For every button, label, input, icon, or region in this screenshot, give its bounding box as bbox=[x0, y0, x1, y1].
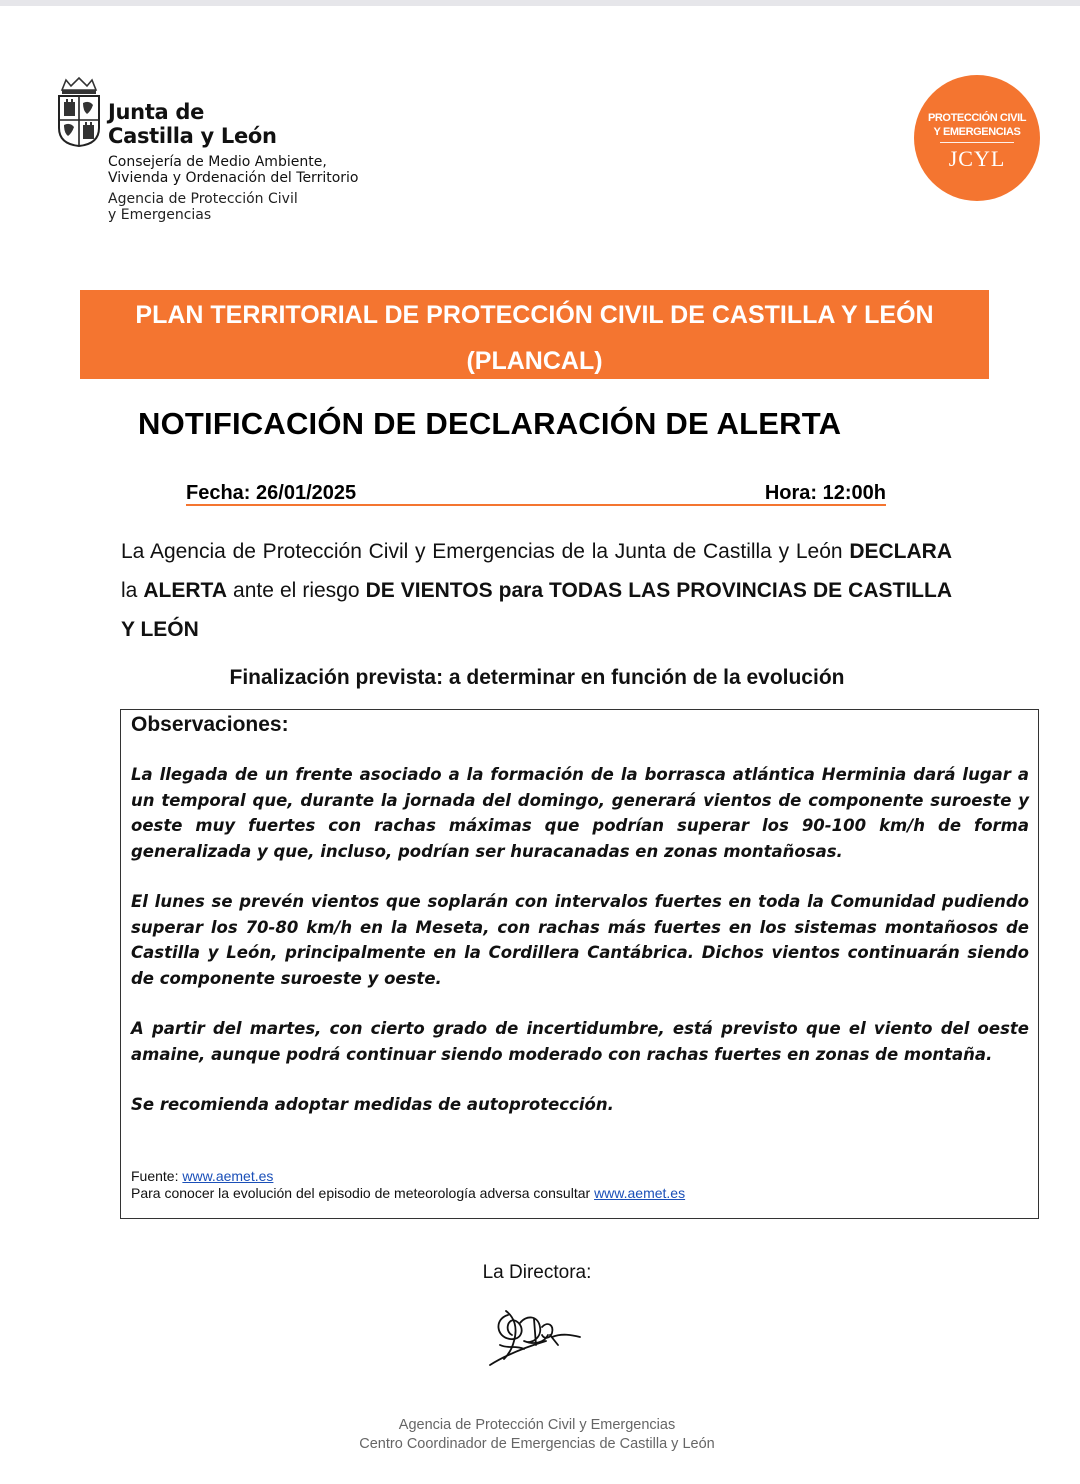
signature-icon bbox=[486, 1305, 586, 1369]
footer-line2: Centro Coordinador de Emergencias de Castilla y León bbox=[359, 1436, 715, 1452]
banner-line2: (PLANCAL) bbox=[466, 347, 603, 375]
declaration-paragraph bbox=[121, 532, 952, 649]
para-keyword: para bbox=[498, 579, 543, 602]
observation-paragraph: La llegada de un frente asociado a la formación de la borrasca atlántica Herminia dará lugar a un temporal que, durante la jornada del domingo, generará vientos de componente suroeste y oeste muy fuertes con rachas máximas que podrían superar los 90-100 km/h de forma generalizada y que, incluso, podrían ser huracanadas en zonas montañosas. bbox=[131, 765, 1029, 861]
source-line bbox=[131, 1168, 685, 1185]
date-label: Fecha: 26/01/2025 bbox=[186, 482, 357, 504]
declaration-ante: ante el riesgo bbox=[227, 579, 366, 602]
declaration-la: la bbox=[121, 579, 144, 602]
source-label: Fuente: bbox=[131, 1168, 183, 1184]
consult-link[interactable]: www.aemet.es bbox=[594, 1185, 686, 1201]
date-time-row bbox=[186, 480, 886, 506]
document-title: NOTIFICACIÓN DE DECLARACIÓN DE ALERTA bbox=[138, 406, 842, 441]
observations-box bbox=[120, 709, 1039, 1219]
consult-line bbox=[131, 1185, 685, 1202]
badge-line3: JCYL bbox=[948, 146, 1006, 171]
alerta-keyword: ALERTA bbox=[143, 579, 227, 602]
risk-type: DE VIENTOS bbox=[365, 579, 493, 602]
footer-line1: Agencia de Protección Civil y Emergencias bbox=[398, 1417, 676, 1433]
time-label: Hora: 12:00h bbox=[764, 482, 886, 504]
declaration-intro: La Agencia de Protección Civil y Emergencias de la Junta de Castilla y León bbox=[121, 540, 850, 563]
org-name-line2: Castilla y León bbox=[108, 124, 277, 148]
declara-keyword: DECLARA bbox=[849, 540, 952, 563]
department-line1: Consejería de Medio Ambiente, bbox=[108, 154, 327, 170]
badge-divider bbox=[940, 142, 1014, 143]
affected-area: TODAS LAS PROVINCIAS DE CASTILLA Y LEÓN bbox=[121, 579, 952, 641]
agency-line2: y Emergencias bbox=[108, 207, 212, 223]
top-bar bbox=[0, 0, 1080, 6]
source-link[interactable]: www.aemet.es bbox=[182, 1168, 274, 1184]
observation-paragraph: El lunes se prevén vientos que soplarán con intervalos fuertes en toda la Comunidad pudiendo superar los 70-80 km/h en la Meseta, con rachas más fuertes en los sistemas montañosos de Castilla y León, principalmente en la Cordillera Cantábrica. Dichos vientos continuarán siendo de componente suroeste y oeste. bbox=[131, 892, 1029, 988]
observation-paragraph: A partir del martes, con cierto grado de incertidumbre, está previsto que el viento del oeste amaine, aunque podrá continuar siendo moderado con rachas fuertes en zonas de montaña. bbox=[131, 1019, 1029, 1064]
director-label: La Directora: bbox=[482, 1262, 592, 1283]
expected-end: Finalización prevista: a determinar en función de la evolución bbox=[229, 666, 845, 689]
civil-protection-badge bbox=[914, 75, 1040, 201]
banner-line1: PLAN TERRITORIAL DE PROTECCIÓN CIVIL DE CASTILLA Y LEÓN bbox=[135, 301, 934, 329]
organization-block bbox=[108, 100, 358, 223]
org-name-line1: Junta de bbox=[108, 100, 205, 124]
badge-line2: Y EMERGENCIAS bbox=[933, 126, 1021, 138]
consult-text: Para conocer la evolución del episodio de meteorología adversa consultar bbox=[131, 1185, 595, 1201]
observations-body bbox=[131, 762, 1029, 1143]
observations-title: Observaciones: bbox=[131, 713, 289, 736]
plan-banner bbox=[80, 290, 989, 379]
agency-line1: Agencia de Protección Civil bbox=[108, 191, 298, 207]
badge-line1: PROTECCIÓN CIVIL bbox=[927, 112, 1027, 124]
observation-paragraph: Se recomienda adoptar medidas de autoprotección. bbox=[131, 1095, 614, 1114]
department-line2: Vivienda y Ordenación del Territorio bbox=[108, 170, 359, 186]
page-footer bbox=[0, 1416, 1074, 1454]
coat-of-arms-icon bbox=[56, 76, 102, 148]
observations-footer bbox=[131, 1168, 685, 1202]
